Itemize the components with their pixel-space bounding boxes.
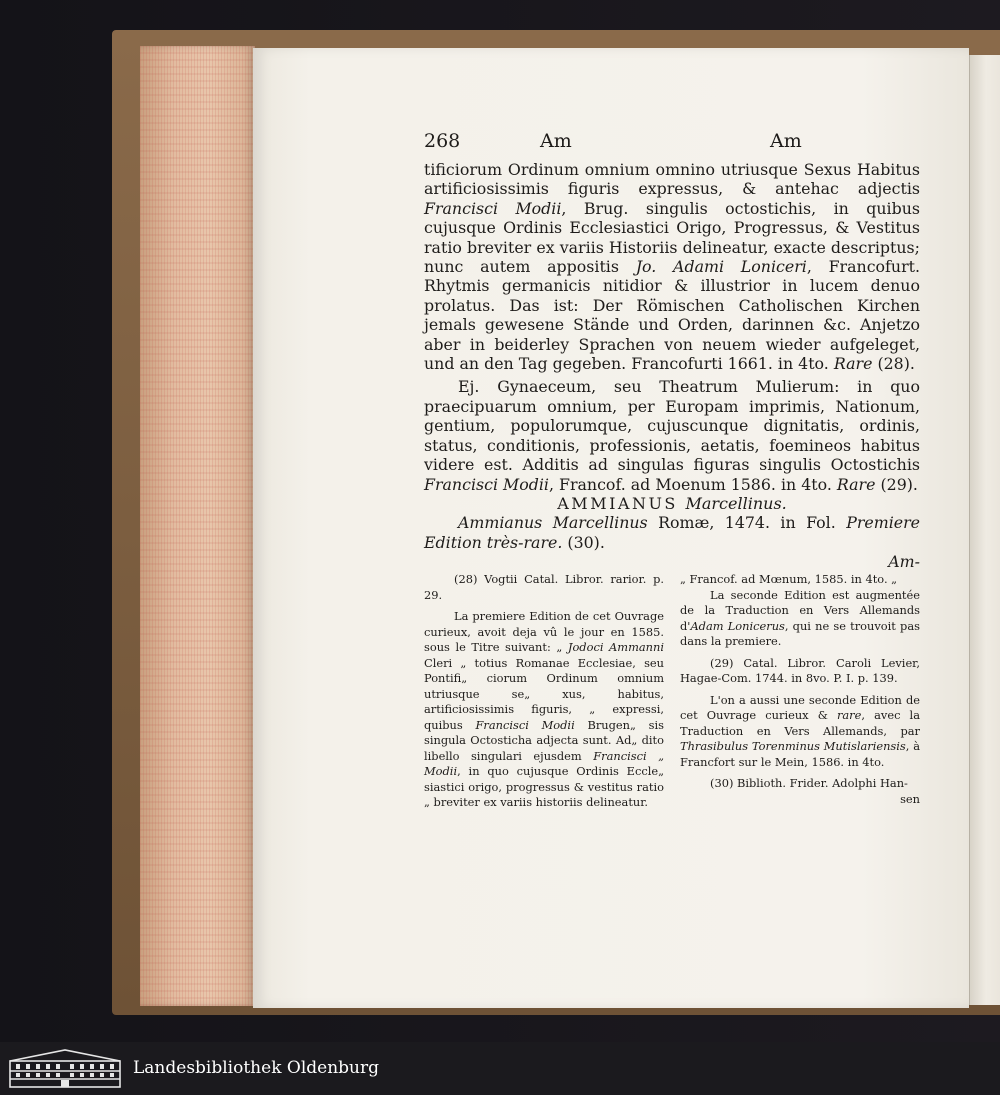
catchword: Am- <box>888 552 920 572</box>
footnote-30-catchword: sen <box>900 791 920 806</box>
footnote-30-head: (30) Biblioth. Frider. Adolphi Han- <box>710 776 908 790</box>
footnote-28-head: (28) Vogtii Catal. Libror. rarior. p. 29. <box>424 572 664 602</box>
footer-bar <box>0 1042 1000 1095</box>
footnote-28-second-edition: La seconde Edition est augmentée de la Traduction en Vers Allemands d'Adam Lonicerus, qui ne se trouvoit pas dans la premiere. <box>680 587 920 648</box>
running-head-left: Am <box>540 130 572 152</box>
main-text <box>424 160 920 572</box>
paragraph-3: Ammianus Marcellinus Romæ, 1474. in Fol. Premiere Edition très-rare. (30). <box>424 513 920 552</box>
footnote-28-continuation: „ Francof. ad Mœnum, 1585. in 4to. „ <box>680 572 898 586</box>
paragraph-2: Ej. Gynaeceum, seu Theatrum Mulierum: in quo praecipuarum omnium, per Europam imprimis, Nationum, gentium, populorumque, cujuscunque dignitatis, ordinis, status, conditionis, professionis, aetatis, foemineos habitus videre est. Additis ad singulas figuras singulis Octostichis Francisci Modii, Francof. ad Moenum 1586. in 4to. Rare (29). <box>424 377 920 494</box>
footnote-29-head: (29) Catal. Libror. Caroli Levier, Hagae-Com. 1744. in 8vo. P. I. p. 139. <box>680 655 920 685</box>
page-edges <box>140 46 255 1006</box>
footnote-column-right <box>680 572 920 807</box>
library-building-logo <box>8 1047 122 1089</box>
library-name: Landesbibliothek Oldenburg <box>133 1058 380 1078</box>
footnote-29-text: L'on a aussi une seconde Edition de cet Ouvrage curieux & rare, avec la Traduction en Vers Allemands, par Thrasibulus Torenminus Mutislariensis, à Francfort sur le Mein, 1586. in 4to. <box>680 692 920 769</box>
paragraph-1: tificiorum Ordinum omnium omnino utriusque Sexus Habitus artificiosissimis figuris expressus, & antehac adjectis Francisci Modii, Brug. singulis octostichis, in quibus cujusque Ordinis Ecclesiastici Origo, Progressus, & Vestitus ratio breviter ex variis Historiis delineatur, exacte descriptus; nunc autem appositis Jo. Adami Loniceri, Francofurt. Rhytmis germanicis nitidior & illustrior in lucem denuo prolatus. Das ist: Der Römischen Catholischen Kirchen jemals gewesene Stände und Orden, darinnen &c. Anjetzo aber in beiderley Sprachen von neuem wieder aufgeleget, und an den Tag gegeben. Francofurti 1661. in 4to. Rare (28). <box>424 160 921 374</box>
running-head <box>424 130 814 154</box>
page-number: 268 <box>424 130 461 152</box>
footnote-28-text: La premiere Edition de cet Ouvrage curieux, avoit deja vû le jour en 1585. sous le Titre suivant: „ Jodoci Ammanni Cleri „ totius Romanae Ecclesiae, seu Pontifi„ ciorum Ordinum omnium utriusque se„ xus, habitus, artificiosissimis figuris, „ expressi, quibus Francisci Modii Brugen„ sis singula Octosticha adjecta sunt. Ad„ dito libello singulari ejusdem Francisci „ Modii, in quo cujusque Ordinis Eccle„ siastici origo, progressus & vestitus ratio „ breviter ex variis historiis delineatur. <box>424 609 665 809</box>
facing-page-edge <box>969 55 1000 1005</box>
footnote-column-left <box>424 572 664 817</box>
section-heading: AMMIANUS Marcellinus. <box>557 493 787 513</box>
running-head-right: Am <box>770 130 802 152</box>
